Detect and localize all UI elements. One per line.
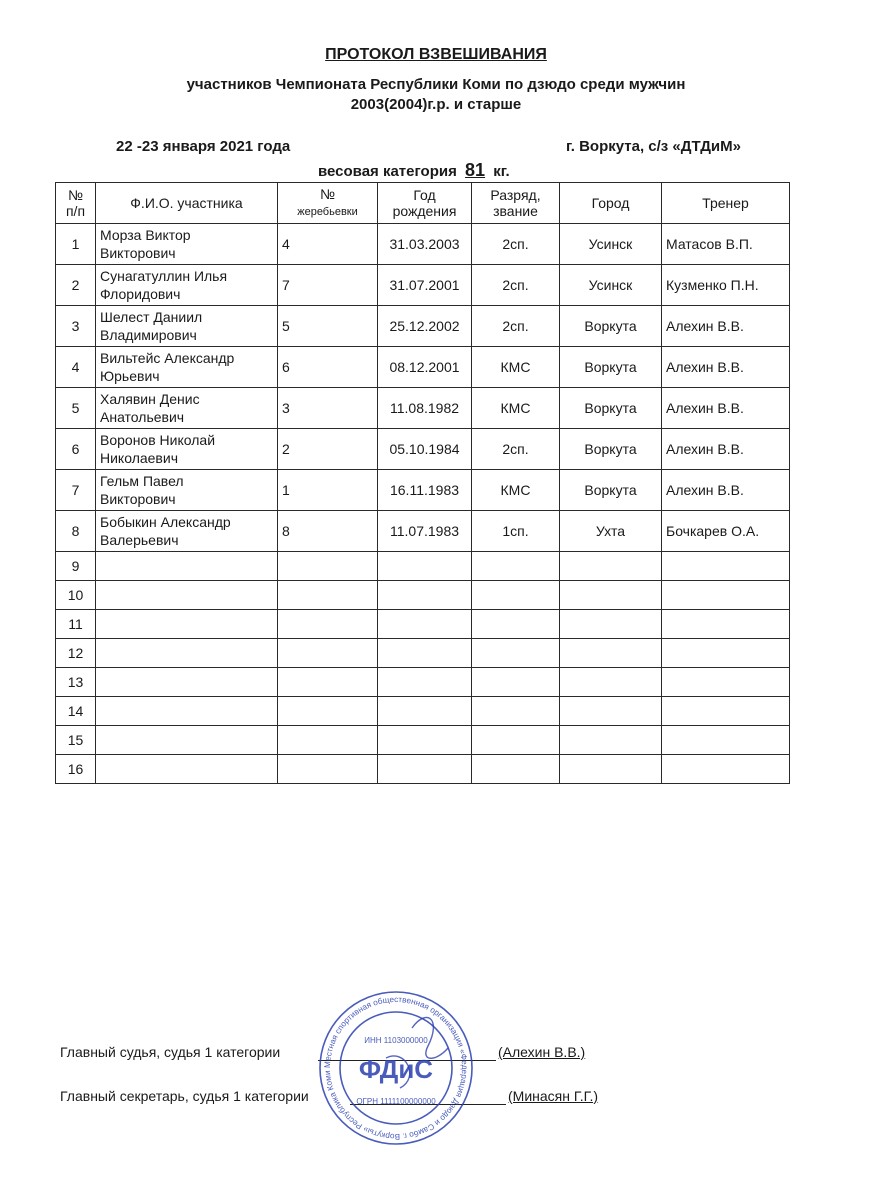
cell-empty xyxy=(560,726,662,755)
header-name: Ф.И.О. участника xyxy=(96,183,278,224)
cell-num: 6 xyxy=(56,429,96,470)
cell-empty xyxy=(472,697,560,726)
cell-participant-name: Шелест Даниил Владимирович xyxy=(96,306,278,347)
cell-draw-number: 3 xyxy=(278,388,378,429)
cell-num: 7 xyxy=(56,470,96,511)
cell-empty xyxy=(472,552,560,581)
cell-rank: 2сп. xyxy=(472,429,560,470)
cell-participant-name: Гельм Павел Викторович xyxy=(96,470,278,511)
cell-coach: Алехин В.В. xyxy=(662,388,790,429)
cell-empty xyxy=(96,755,278,784)
table-row-empty xyxy=(56,610,790,639)
cell-participant-name: Воронов Николай Николаевич xyxy=(96,429,278,470)
weigh-in-table xyxy=(55,182,790,784)
event-date: 22 -23 января 2021 года xyxy=(116,138,291,155)
cell-empty xyxy=(278,610,378,639)
event-venue: г. Воркута, с/з «ДТДиМ» xyxy=(566,138,741,155)
subtitle-line-1: участников Чемпионата Республики Коми по дзюдо среди мужчин xyxy=(186,76,686,93)
cell-empty xyxy=(96,552,278,581)
cell-draw-number: 1 xyxy=(278,470,378,511)
cell-empty xyxy=(96,726,278,755)
cell-participant-name: Сунагатуллин Илья Флоридович xyxy=(96,265,278,306)
cell-draw-number: 7 xyxy=(278,265,378,306)
cell-num: 14 xyxy=(56,697,96,726)
cell-empty xyxy=(378,639,472,668)
cell-num: 12 xyxy=(56,639,96,668)
cell-empty xyxy=(662,552,790,581)
cell-empty xyxy=(278,552,378,581)
stamp-ring-text: Местная спортивная общественная организация «Федерация Дзюдо и Самбо г. Воркуты» Республика Коми xyxy=(322,994,470,1142)
cell-city: Усинск xyxy=(560,224,662,265)
cell-coach: Алехин В.В. xyxy=(662,306,790,347)
table-row-empty xyxy=(56,726,790,755)
cell-empty xyxy=(560,668,662,697)
cell-num: 2 xyxy=(56,265,96,306)
cell-birth-date: 05.10.1984 xyxy=(378,429,472,470)
cell-empty xyxy=(560,697,662,726)
cell-empty xyxy=(378,610,472,639)
table-row xyxy=(56,224,790,265)
weight-label: весовая категория xyxy=(318,163,457,180)
cell-birth-date: 31.03.2003 xyxy=(378,224,472,265)
cell-empty xyxy=(662,668,790,697)
cell-coach: Матасов В.П. xyxy=(662,224,790,265)
table-row-empty xyxy=(56,697,790,726)
cell-num: 16 xyxy=(56,755,96,784)
cell-birth-date: 25.12.2002 xyxy=(378,306,472,347)
header-birth-year: Год рождения xyxy=(378,183,472,224)
cell-coach: Алехин В.В. xyxy=(662,347,790,388)
cell-empty xyxy=(378,552,472,581)
cell-city: Ухта xyxy=(560,511,662,552)
header-coach: Тренер xyxy=(662,183,790,224)
cell-rank: 2сп. xyxy=(472,306,560,347)
cell-city: Воркута xyxy=(560,347,662,388)
stamp-center-text: ФДиС xyxy=(358,1054,434,1084)
cell-coach: Бочкарев О.А. xyxy=(662,511,790,552)
cell-rank: КМС xyxy=(472,388,560,429)
chief-secretary-name: (Минасян Г.Г.) xyxy=(508,1088,599,1104)
cell-birth-date: 11.08.1982 xyxy=(378,388,472,429)
table-row xyxy=(56,265,790,306)
cell-empty xyxy=(278,668,378,697)
cell-empty xyxy=(278,581,378,610)
weight-unit: кг. xyxy=(493,163,510,180)
cell-empty xyxy=(378,697,472,726)
cell-birth-date: 11.07.1983 xyxy=(378,511,472,552)
stamp-inn: ИНН 1103000000 xyxy=(364,1036,428,1045)
header-rank: Разряд, звание xyxy=(472,183,560,224)
cell-empty xyxy=(472,610,560,639)
cell-empty xyxy=(560,552,662,581)
subtitle-line-2: 2003(2004)г.р. и старше xyxy=(350,96,522,113)
cell-draw-number: 2 xyxy=(278,429,378,470)
cell-city: Воркута xyxy=(560,429,662,470)
header-num: № п/п xyxy=(56,183,96,224)
cell-empty xyxy=(378,581,472,610)
cell-empty xyxy=(662,610,790,639)
cell-coach: Алехин В.В. xyxy=(662,470,790,511)
table-row xyxy=(56,306,790,347)
cell-city: Воркута xyxy=(560,388,662,429)
cell-empty xyxy=(278,755,378,784)
table-row-empty xyxy=(56,639,790,668)
cell-empty xyxy=(472,668,560,697)
cell-empty xyxy=(560,581,662,610)
cell-empty xyxy=(662,726,790,755)
table-row xyxy=(56,429,790,470)
header-city: Город xyxy=(560,183,662,224)
cell-empty xyxy=(662,755,790,784)
cell-empty xyxy=(96,697,278,726)
table-row-empty xyxy=(56,581,790,610)
cell-empty xyxy=(278,726,378,755)
weight-category xyxy=(318,160,510,181)
cell-birth-date: 31.07.2001 xyxy=(378,265,472,306)
cell-participant-name: Халявин Денис Анатольевич xyxy=(96,388,278,429)
cell-num: 10 xyxy=(56,581,96,610)
cell-empty xyxy=(96,581,278,610)
chief-judge-name: (Алехин В.В.) xyxy=(498,1044,586,1060)
cell-rank: КМС xyxy=(472,347,560,388)
cell-num: 4 xyxy=(56,347,96,388)
cell-num: 13 xyxy=(56,668,96,697)
chief-secretary-label: Главный секретарь, судья 1 категории xyxy=(60,1088,309,1104)
cell-rank: 2сп. xyxy=(472,224,560,265)
cell-rank: КМС xyxy=(472,470,560,511)
cell-num: 15 xyxy=(56,726,96,755)
cell-num: 1 xyxy=(56,224,96,265)
cell-city: Воркута xyxy=(560,470,662,511)
table-row xyxy=(56,347,790,388)
organization-stamp xyxy=(316,988,476,1148)
cell-draw-number: 5 xyxy=(278,306,378,347)
cell-empty xyxy=(278,697,378,726)
table-row-empty xyxy=(56,668,790,697)
cell-empty xyxy=(96,668,278,697)
cell-rank: 1сп. xyxy=(472,511,560,552)
cell-birth-date: 08.12.2001 xyxy=(378,347,472,388)
cell-num: 5 xyxy=(56,388,96,429)
weight-value: 81 xyxy=(465,160,486,180)
cell-draw-number: 6 xyxy=(278,347,378,388)
cell-empty xyxy=(662,581,790,610)
table-row xyxy=(56,511,790,552)
cell-empty xyxy=(96,610,278,639)
cell-participant-name: Морза Виктор Викторович xyxy=(96,224,278,265)
stamp-ogrn: ОГРН 1111100000000 xyxy=(356,1097,436,1106)
cell-num: 9 xyxy=(56,552,96,581)
cell-birth-date: 16.11.1983 xyxy=(378,470,472,511)
table-header-row xyxy=(56,183,790,224)
cell-empty xyxy=(560,610,662,639)
protocol-title: ПРОТОКОЛ ВЗВЕШИВАНИЯ xyxy=(325,46,547,63)
cell-city: Воркута xyxy=(560,306,662,347)
cell-draw-number: 4 xyxy=(278,224,378,265)
table-row xyxy=(56,470,790,511)
cell-coach: Кузменко П.Н. xyxy=(662,265,790,306)
cell-empty xyxy=(378,668,472,697)
table-row xyxy=(56,388,790,429)
cell-num: 11 xyxy=(56,610,96,639)
cell-rank: 2сп. xyxy=(472,265,560,306)
cell-participant-name: Бобыкин Александр Валерьевич xyxy=(96,511,278,552)
header-draw: № жеребьевки xyxy=(278,183,378,224)
cell-empty xyxy=(560,755,662,784)
cell-empty xyxy=(378,726,472,755)
cell-empty xyxy=(662,639,790,668)
cell-participant-name: Вильтейс Александр Юрьевич xyxy=(96,347,278,388)
cell-empty xyxy=(96,639,278,668)
cell-empty xyxy=(278,639,378,668)
cell-empty xyxy=(662,697,790,726)
table-row-empty xyxy=(56,755,790,784)
cell-empty xyxy=(472,639,560,668)
cell-empty xyxy=(378,755,472,784)
cell-empty xyxy=(472,581,560,610)
cell-coach: Алехин В.В. xyxy=(662,429,790,470)
cell-draw-number: 8 xyxy=(278,511,378,552)
cell-city: Усинск xyxy=(560,265,662,306)
cell-empty xyxy=(472,755,560,784)
cell-num: 3 xyxy=(56,306,96,347)
table-row-empty xyxy=(56,552,790,581)
cell-empty xyxy=(560,639,662,668)
chief-judge-label: Главный судья, судья 1 категории xyxy=(60,1044,281,1060)
cell-num: 8 xyxy=(56,511,96,552)
cell-empty xyxy=(472,726,560,755)
